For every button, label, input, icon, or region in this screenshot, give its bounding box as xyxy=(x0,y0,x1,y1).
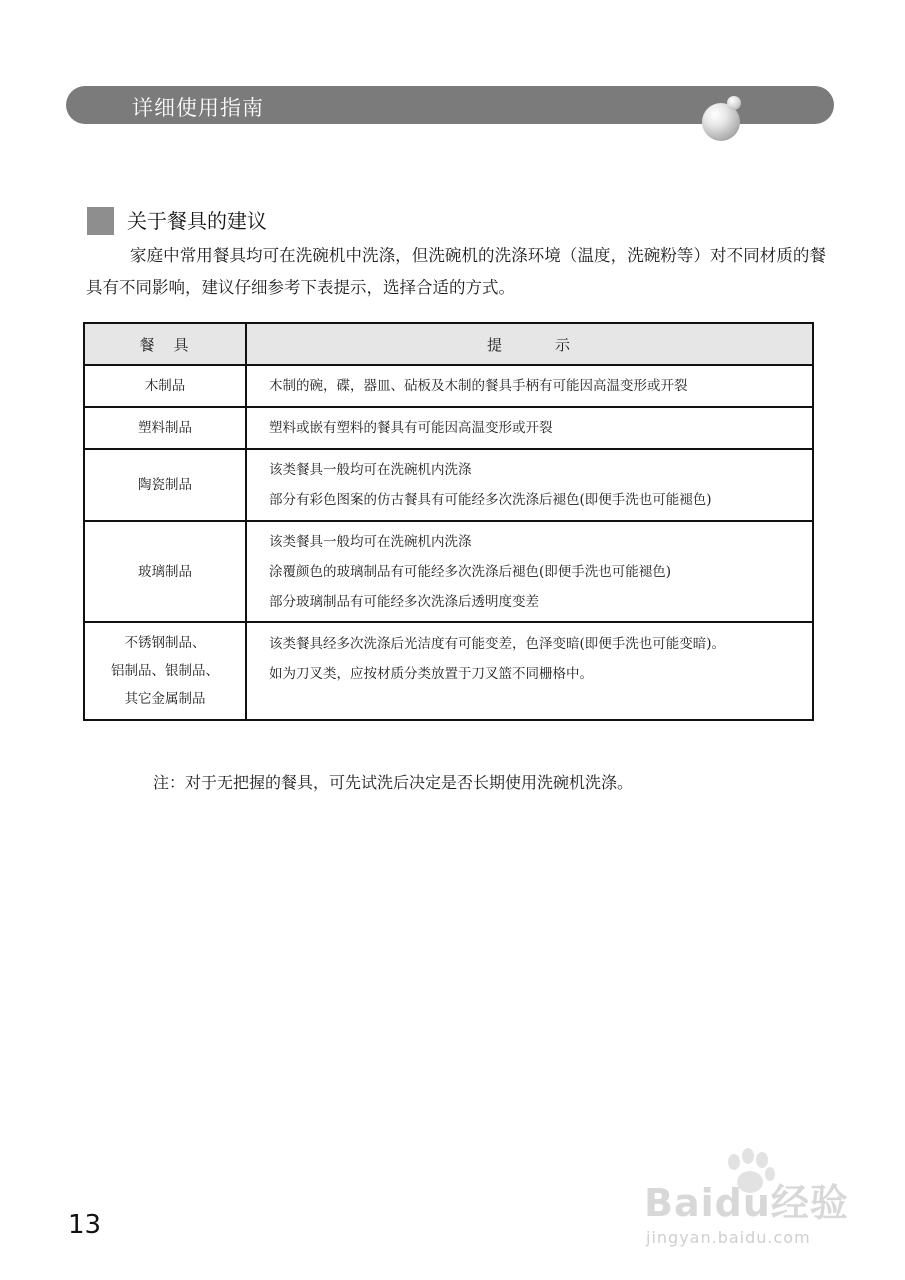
tip-line: 木制的碗，碟，器皿、砧板及木制的餐具手柄有可能因高温变形或开裂 xyxy=(269,378,688,394)
table-row xyxy=(84,622,813,720)
tip-cell xyxy=(246,365,813,407)
page-title: 详细使用指南 xyxy=(132,96,264,120)
tip-cell xyxy=(246,407,813,449)
tip-line: 该类餐具一般均可在洗碗机内洗涤 xyxy=(269,533,472,550)
table-header-row xyxy=(84,323,813,365)
tip-cell xyxy=(246,521,813,622)
tableware-tips-table xyxy=(83,322,814,721)
item-cell xyxy=(84,365,246,407)
watermark xyxy=(640,1148,870,1248)
tip-line: 涂覆颜色的玻璃制品有可能经多次洗涤后褪色(即便手洗也可能褪色) xyxy=(269,563,672,580)
item-cell xyxy=(84,449,246,521)
item-cell xyxy=(84,407,246,449)
tip-line: 如为刀叉类，应按材质分类放置于刀叉篮不同栅格中。 xyxy=(269,666,593,682)
tip-line: 部分有彩色图案的仿古餐具有可能经多次洗涤后褪色(即便手洗也可能褪色) xyxy=(269,492,712,508)
item-label: 陶瓷制品 xyxy=(138,477,192,493)
table-row xyxy=(84,407,813,449)
item-label: 其它金属制品 xyxy=(124,691,206,707)
tip-line: 塑料或嵌有塑料的餐具有可能因高温变形或开裂 xyxy=(269,420,553,436)
tip-line: 该类餐具一般均可在洗碗机内洗涤 xyxy=(269,462,472,478)
item-cell xyxy=(84,622,246,720)
table-row xyxy=(84,365,813,407)
small-bubble-decoration-icon xyxy=(727,96,741,110)
table-row xyxy=(84,449,813,521)
page-number: 13 xyxy=(68,1210,102,1240)
table-row xyxy=(84,521,813,622)
item-cell xyxy=(84,521,246,622)
header-tip: 提 示 xyxy=(246,323,813,365)
tip-line: 部分玻璃制品有可能经多次洗涤后透明度变差 xyxy=(269,593,539,610)
watermark-url: jingyan.baidu.com xyxy=(646,1228,811,1247)
item-label: 不锈钢制品、 xyxy=(124,635,206,651)
tip-cell xyxy=(246,449,813,521)
tip-cell xyxy=(246,622,813,720)
section-marker-icon xyxy=(87,207,114,235)
intro-paragraph: 家庭中常用餐具均可在洗碗机中洗涤，但洗碗机的洗涤环境（温度，洗碗粉等）对不同材质的餐具有不同影响，建议仔细参考下表提示，选择合适的方式。 xyxy=(86,246,826,297)
footnote: 注：对于无把握的餐具，可先试洗后决定是否长期使用洗碗机洗涤。 xyxy=(153,773,634,792)
item-label: 玻璃制品 xyxy=(138,563,192,580)
tip-line: 该类餐具经多次洗涤后光洁度有可能变差，色泽变暗(即便手洗也可能变暗)。 xyxy=(269,636,726,652)
watermark-brand: Baidu经验 xyxy=(644,1181,849,1225)
item-label: 铝制品、银制品、 xyxy=(111,663,219,679)
header-item: 餐 具 xyxy=(84,323,246,365)
item-label: 塑料制品 xyxy=(138,420,192,436)
section-title: 关于餐具的建议 xyxy=(127,209,267,233)
item-label: 木制品 xyxy=(144,378,186,394)
